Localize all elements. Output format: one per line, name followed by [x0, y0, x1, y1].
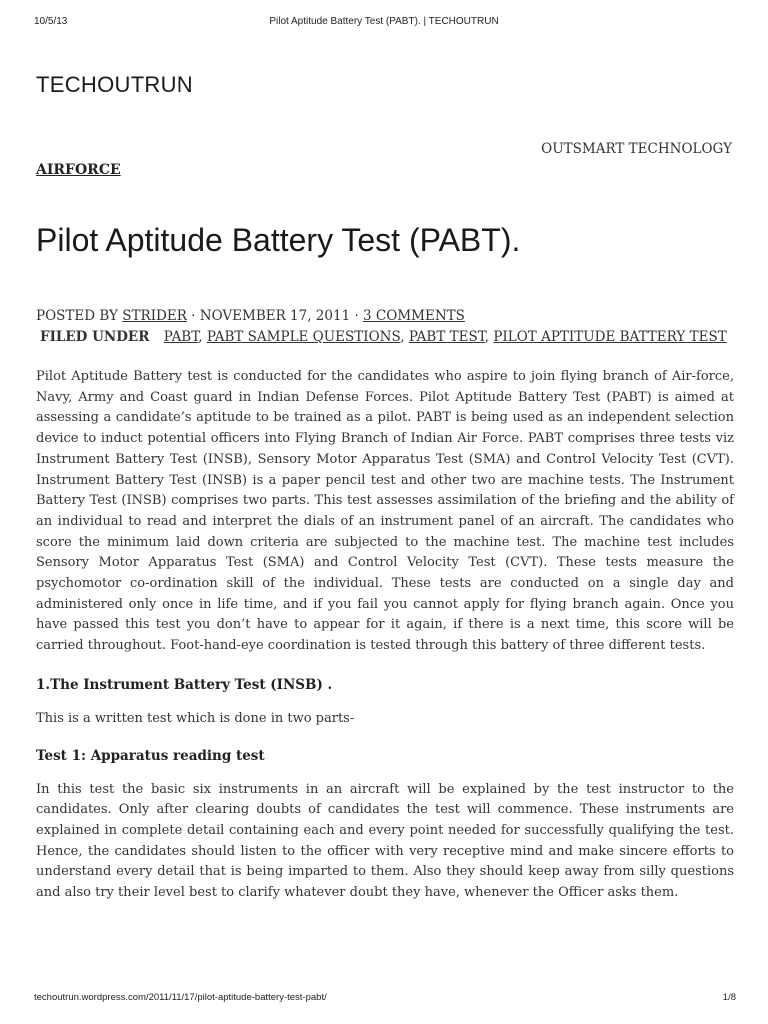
- post-title: Pilot Aptitude Battery Test (PABT).: [36, 222, 521, 258]
- insb-paragraph: This is a written test which is done in two parts-: [36, 710, 355, 726]
- print-date: 10/5/13: [34, 16, 68, 27]
- filed-under: FILED UNDER PABT, PABT SAMPLE QUESTIONS, PABT TEST, PILOT APTITUDE BATTERY TEST: [40, 329, 727, 345]
- post-date: NOVEMBER 17, 2011: [199, 308, 351, 324]
- posted-by-label: POSTED BY: [36, 308, 118, 324]
- section-heading-insb: 1.The Instrument Battery Test (INSB) .: [36, 676, 333, 693]
- print-footer: [0, 992, 768, 1006]
- test1-paragraph: In this test the basic six instruments in an aircraft will be explained by the test instructor to the candidates. Only after clearing doubts of candidates the test will commence. These instruments are explained in complete detail containing each and every point needed for successfully qualifying the test. Hence, the candidates should listen to the officer with very receptive mind and make sincere efforts to understand every detail that is being imparted to them. Also they should keep away from silly questions and also try their level best to clarify whatever doubt they have, whenever the Officer asks them.: [36, 781, 734, 901]
- print-doc-title: Pilot Aptitude Battery Test (PABT). | TECHOUTRUN: [269, 16, 499, 27]
- tag-link-pabt[interactable]: PABT: [163, 329, 199, 345]
- filed-under-label: FILED UNDER: [40, 329, 150, 345]
- print-page-number: 1/8: [722, 992, 736, 1003]
- author-link[interactable]: STRIDER: [122, 308, 187, 324]
- meta-separator: ·: [350, 308, 364, 324]
- print-header: [0, 16, 768, 30]
- comments-link[interactable]: 3 COMMENTS: [363, 308, 465, 324]
- site-tagline: OUTSMART TECHNOLOGY: [541, 141, 732, 157]
- print-url: techoutrun.wordpress.com/2011/11/17/pilot-aptitude-battery-test-pabt/: [34, 992, 327, 1003]
- category-link[interactable]: AIRFORCE: [36, 162, 121, 178]
- post-content: [36, 367, 734, 904]
- tag-link-pabt-sample-questions[interactable]: PABT SAMPLE QUESTIONS: [206, 329, 401, 345]
- intro-paragraph: Pilot Aptitude Battery test is conducted for the candidates who aspire to join flying branch of Air-force, Navy, Army and Coast guard in Indian Defense Forces. Pilot Aptitude Battery Test (PABT) is aimed at assessing a candidate’s aptitude to be trained as a pilot. PABT is being used as an independent selection device to induct potential officers into Flying Branch of Indian Air Force. PABT comprises three tests viz Instrument Battery Test (INSB), Sensory Motor Apparatus Test (SMA) and Control Velocity Test (CVT). Instrument Battery Test (INSB) is a paper pencil test and other two are machine tests. The Instrument Battery Test (INSB) comprises two parts. This test assesses assimilation of the briefing and the ability of an individual to read and interpret the dials of an instrument panel of an aircraft. The candidates who score the minimum laid down criteria are subjected to the machine test. The machine test includes Sensory Motor Apparatus Test (SMA) and Control Velocity Test (CVT). These tests measure the psychomotor co-ordination skill of the individual. These tests are conducted on a single day and administered only once in life time, and if you fail you cannot apply for flying branch again. Once you have passed this test you don’t have to appear for it again, if there is a next time, this score will be carried throughout. Foot-hand-eye coordination is tested through this battery of three different tests.: [36, 369, 734, 654]
- site-title[interactable]: TECHOUTRUN: [36, 72, 193, 97]
- tag-link-pilot-aptitude-battery-test[interactable]: PILOT APTITUDE BATTERY TEST: [493, 329, 727, 345]
- tag-link-pabt-test[interactable]: PABT TEST: [408, 329, 485, 345]
- post-meta: [36, 306, 736, 326]
- meta-separator: ·: [186, 308, 200, 324]
- section-heading-test1: Test 1: Apparatus reading test: [36, 747, 265, 764]
